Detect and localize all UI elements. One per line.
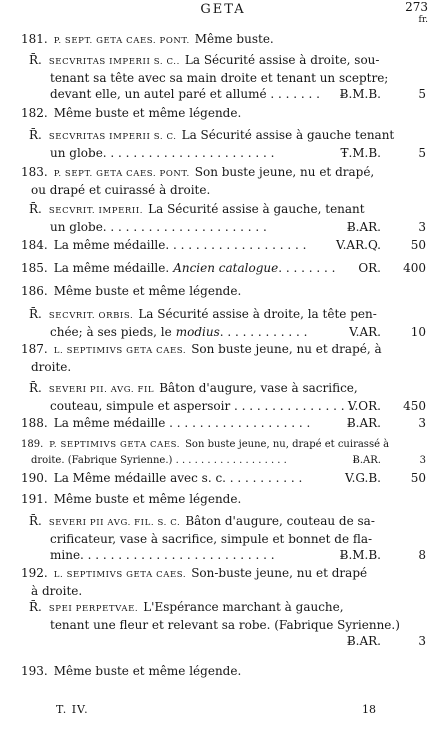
reverse-mark: R̄. bbox=[29, 202, 42, 216]
description-text: Même buste et même légende. bbox=[53, 492, 242, 506]
description-text: couteau, simpule et aspersoir . . . . . . . . . . . . . . . . bbox=[50, 399, 353, 413]
description-text: L'Espérance marchant à gauche, bbox=[143, 600, 344, 614]
price-value: 5 bbox=[418, 146, 426, 160]
price-value: 3 bbox=[419, 455, 426, 466]
coin-legend: SECVRITAS IMPERII S. C.. bbox=[48, 57, 180, 67]
entry-line bbox=[29, 86, 446, 102]
entry-line bbox=[21, 182, 446, 198]
rarity-metal-code: Ŧ.M.B. bbox=[340, 146, 381, 160]
description-text: La Sécurité assise à droite, sou- bbox=[184, 53, 380, 67]
description-text: Son buste jeune, nu et drapé, bbox=[194, 165, 375, 179]
entry-line bbox=[29, 513, 446, 531]
description-text: Même buste et même légende. bbox=[53, 284, 242, 298]
reverse-entry bbox=[29, 380, 446, 414]
entry-line bbox=[29, 531, 446, 547]
description-text: tenant une fleur et relevant sa robe. (Fabrique Syrienne.) bbox=[50, 618, 400, 632]
description-text: La Sécurité assise à gauche tenant bbox=[181, 128, 395, 142]
reverse-entry bbox=[29, 306, 446, 340]
description-text: ou drapé et cuirassé à droite. bbox=[31, 183, 211, 197]
description-text: un globe. . . . . . . . . . . . . . . . . . . . . . . bbox=[50, 146, 275, 160]
catalogue-entry bbox=[21, 491, 446, 507]
entry-line bbox=[21, 583, 446, 599]
description-text: La même médaille. . . . . . . . . . . . . . . . . . . bbox=[53, 238, 307, 252]
page-number: 273 bbox=[405, 0, 428, 14]
entry-number: 181. bbox=[21, 32, 48, 46]
entry-number: 191. bbox=[21, 492, 48, 506]
currency-unit-label: fr. bbox=[418, 15, 428, 25]
description-text: La Même médaille avec s. c. . . . . . . . . . . bbox=[53, 471, 303, 485]
coin-legend: P. SEPT. GETA CAES. PONT. bbox=[53, 36, 190, 46]
description-text: La Sécurité assise à gauche, tenant bbox=[148, 202, 365, 216]
leader-dots: . . . . . . . . bbox=[278, 261, 336, 275]
rarity-metal-code: Ƀ.AR. bbox=[346, 416, 381, 430]
reverse-entry bbox=[29, 127, 446, 161]
description-text: devant elle, un autel paré et allumé . . . . . . . bbox=[50, 87, 320, 101]
rarity-metal-code: Ƀ.M.B. bbox=[339, 87, 381, 101]
entry-line bbox=[21, 491, 446, 507]
entry-line bbox=[21, 105, 446, 121]
sheet-number: 18 bbox=[362, 703, 376, 716]
entry-line bbox=[21, 164, 446, 182]
rarity-metal-code: V.AR. bbox=[349, 325, 381, 339]
rarity-metal-code: Ƀ.AR. bbox=[346, 634, 381, 648]
description-text: Même buste et même légende. bbox=[53, 106, 242, 120]
coin-legend: SECVRIT. IMPERII. bbox=[48, 206, 144, 216]
reverse-mark: R̄. bbox=[29, 128, 42, 142]
price-value: 450 bbox=[403, 399, 426, 413]
price-value: 50 bbox=[410, 238, 426, 252]
catalogue-entry bbox=[21, 237, 446, 253]
entry-line bbox=[29, 324, 446, 340]
description-text: Son buste jeune, nu, drapé et cuirassé à bbox=[185, 439, 390, 450]
description-text: La Sécurité assise à droite, la tête pen- bbox=[138, 307, 377, 321]
rarity-metal-code: V.G.B. bbox=[345, 471, 381, 485]
entry-line bbox=[29, 380, 446, 398]
rarity-metal-code: V.AR.Q. bbox=[336, 238, 381, 252]
price-value: 8 bbox=[418, 548, 426, 562]
reverse-mark: R̄. bbox=[29, 514, 42, 528]
description-text: Son buste jeune, nu et drapé, à bbox=[191, 342, 382, 356]
coin-legend: L. SEPTIMIVS GETA CAES. bbox=[53, 570, 187, 580]
reverse-mark: R̄. bbox=[29, 600, 42, 614]
entry-number: 192. bbox=[21, 566, 48, 580]
description-text: à droite. bbox=[31, 584, 83, 598]
catalogue-entry bbox=[21, 105, 446, 121]
coin-legend: SEVERI PII AVG. FIL. S. C. bbox=[48, 518, 181, 528]
rarity-metal-code: OR. bbox=[358, 261, 381, 275]
price-value: 10 bbox=[410, 325, 426, 339]
rarity-metal-code: Ƀ.AR. bbox=[352, 455, 381, 466]
coin-legend: SPEI PERPETVAE. bbox=[48, 604, 139, 614]
description-text: Son-buste jeune, nu et drapé bbox=[191, 566, 368, 580]
catalogue-entry bbox=[21, 31, 446, 49]
reverse-entry bbox=[29, 513, 446, 563]
entry-line bbox=[21, 31, 446, 49]
entry-line bbox=[29, 145, 446, 161]
reverse-entry bbox=[29, 52, 446, 102]
description-text: tenant sa tête avec sa main droite et tenant un sceptre; bbox=[50, 71, 389, 85]
entry-line bbox=[29, 617, 446, 633]
signature-mark: T. IV. bbox=[56, 703, 89, 716]
entry-line bbox=[21, 415, 446, 431]
entry-number: 186. bbox=[21, 284, 48, 298]
description-text: Bâton d'augure, couteau de sa- bbox=[185, 514, 375, 528]
catalogue-entry bbox=[21, 164, 446, 198]
price-value: 5 bbox=[418, 87, 426, 101]
entry-line bbox=[21, 453, 446, 469]
reverse-mark: R̄. bbox=[29, 381, 42, 395]
entry-line bbox=[29, 599, 446, 617]
catalogue-entry bbox=[21, 470, 446, 486]
entry-number: 193. bbox=[21, 664, 48, 678]
price-value: 3 bbox=[418, 634, 426, 648]
price-value: 3 bbox=[418, 220, 426, 234]
italic-term: Ancien catalogue bbox=[173, 261, 279, 275]
catalogue-entry bbox=[21, 437, 446, 469]
catalogue-entry bbox=[21, 341, 446, 375]
entry-line bbox=[29, 547, 446, 563]
running-head bbox=[0, 2, 446, 18]
entry-number: 189. bbox=[21, 439, 44, 450]
coin-legend: L. SEPTIMIVS GETA CAES. bbox=[53, 346, 187, 356]
coin-legend: SECVRITAS IMPERII S. C. bbox=[48, 132, 177, 142]
entry-line bbox=[29, 219, 446, 235]
entry-line bbox=[29, 52, 446, 70]
description-text: Bâton d'augure, vase à sacrifice, bbox=[159, 381, 358, 395]
reverse-entry bbox=[29, 201, 446, 235]
entry-line bbox=[21, 470, 446, 486]
description-text: droite. (Fabrique Syrienne.) . . . . . . . . . . . . . . . . . . bbox=[31, 455, 287, 466]
entry-number: 182. bbox=[21, 106, 48, 120]
leader-dots: . . . . . . . . . . . . bbox=[219, 325, 308, 339]
entry-line bbox=[29, 306, 446, 324]
entry-line bbox=[29, 201, 446, 219]
entry-line bbox=[21, 437, 446, 453]
rarity-metal-code: V.OR. bbox=[347, 399, 381, 413]
reverse-mark: R̄. bbox=[29, 53, 42, 67]
price-value: 50 bbox=[410, 471, 426, 485]
description-text: La même médaille . . . . . . . . . . . . . . . . . . . bbox=[53, 416, 311, 430]
entry-line bbox=[21, 341, 446, 359]
description-text: un globe. . . . . . . . . . . . . . . . . . . . . . bbox=[50, 220, 267, 234]
price-value: 3 bbox=[418, 416, 426, 430]
coin-legend: P. SEPTIMIVS GETA CAES. bbox=[49, 440, 181, 450]
reverse-mark: R̄. bbox=[29, 307, 42, 321]
coin-legend: SECVRIT. ORBIS. bbox=[48, 311, 134, 321]
catalogue-entry bbox=[21, 283, 446, 299]
description-text: crificateur, vase à sacrifice, simpule et bonnet de fla- bbox=[50, 532, 373, 546]
description-text: droite. bbox=[31, 360, 72, 374]
entry-line bbox=[21, 359, 446, 375]
entry-number: 190. bbox=[21, 471, 48, 485]
entry-line bbox=[29, 127, 446, 145]
rarity-metal-code: Ƀ.M.B. bbox=[339, 548, 381, 562]
description-text: Même buste. bbox=[194, 32, 274, 46]
entry-line bbox=[29, 398, 446, 414]
entry-number: 184. bbox=[21, 238, 48, 252]
entry-number: 183. bbox=[21, 165, 48, 179]
page-title: GETA bbox=[200, 2, 246, 17]
entry-line bbox=[21, 237, 446, 253]
entry-line bbox=[21, 260, 446, 276]
entry-number: 185. bbox=[21, 261, 48, 275]
entry-line bbox=[21, 663, 446, 679]
description-text: chée; à ses pieds, le bbox=[50, 325, 172, 339]
price-value: 400 bbox=[403, 261, 426, 275]
reverse-entry bbox=[29, 599, 446, 648]
catalogue-entry bbox=[21, 415, 446, 431]
description-text: La même médaille. bbox=[53, 261, 170, 275]
italic-term: modius bbox=[175, 325, 220, 339]
catalogue-entry bbox=[21, 260, 446, 276]
entry-line bbox=[29, 70, 446, 86]
catalogue-entry bbox=[21, 565, 446, 599]
entry-number: 188. bbox=[21, 416, 48, 430]
rarity-metal-code: Ƀ.AR. bbox=[346, 220, 381, 234]
description-text: Même buste et même légende. bbox=[53, 664, 242, 678]
entry-line bbox=[21, 283, 446, 299]
coin-legend: P. SEPT. GETA CAES. PONT. bbox=[53, 169, 190, 179]
description-text: mine. . . . . . . . . . . . . . . . . . . . . . . . . . bbox=[50, 548, 275, 562]
coin-legend: SEVERI PII. AVG. FIL bbox=[48, 385, 155, 395]
entry-number: 187. bbox=[21, 342, 48, 356]
catalogue-entry bbox=[21, 663, 446, 679]
entry-line bbox=[21, 565, 446, 583]
